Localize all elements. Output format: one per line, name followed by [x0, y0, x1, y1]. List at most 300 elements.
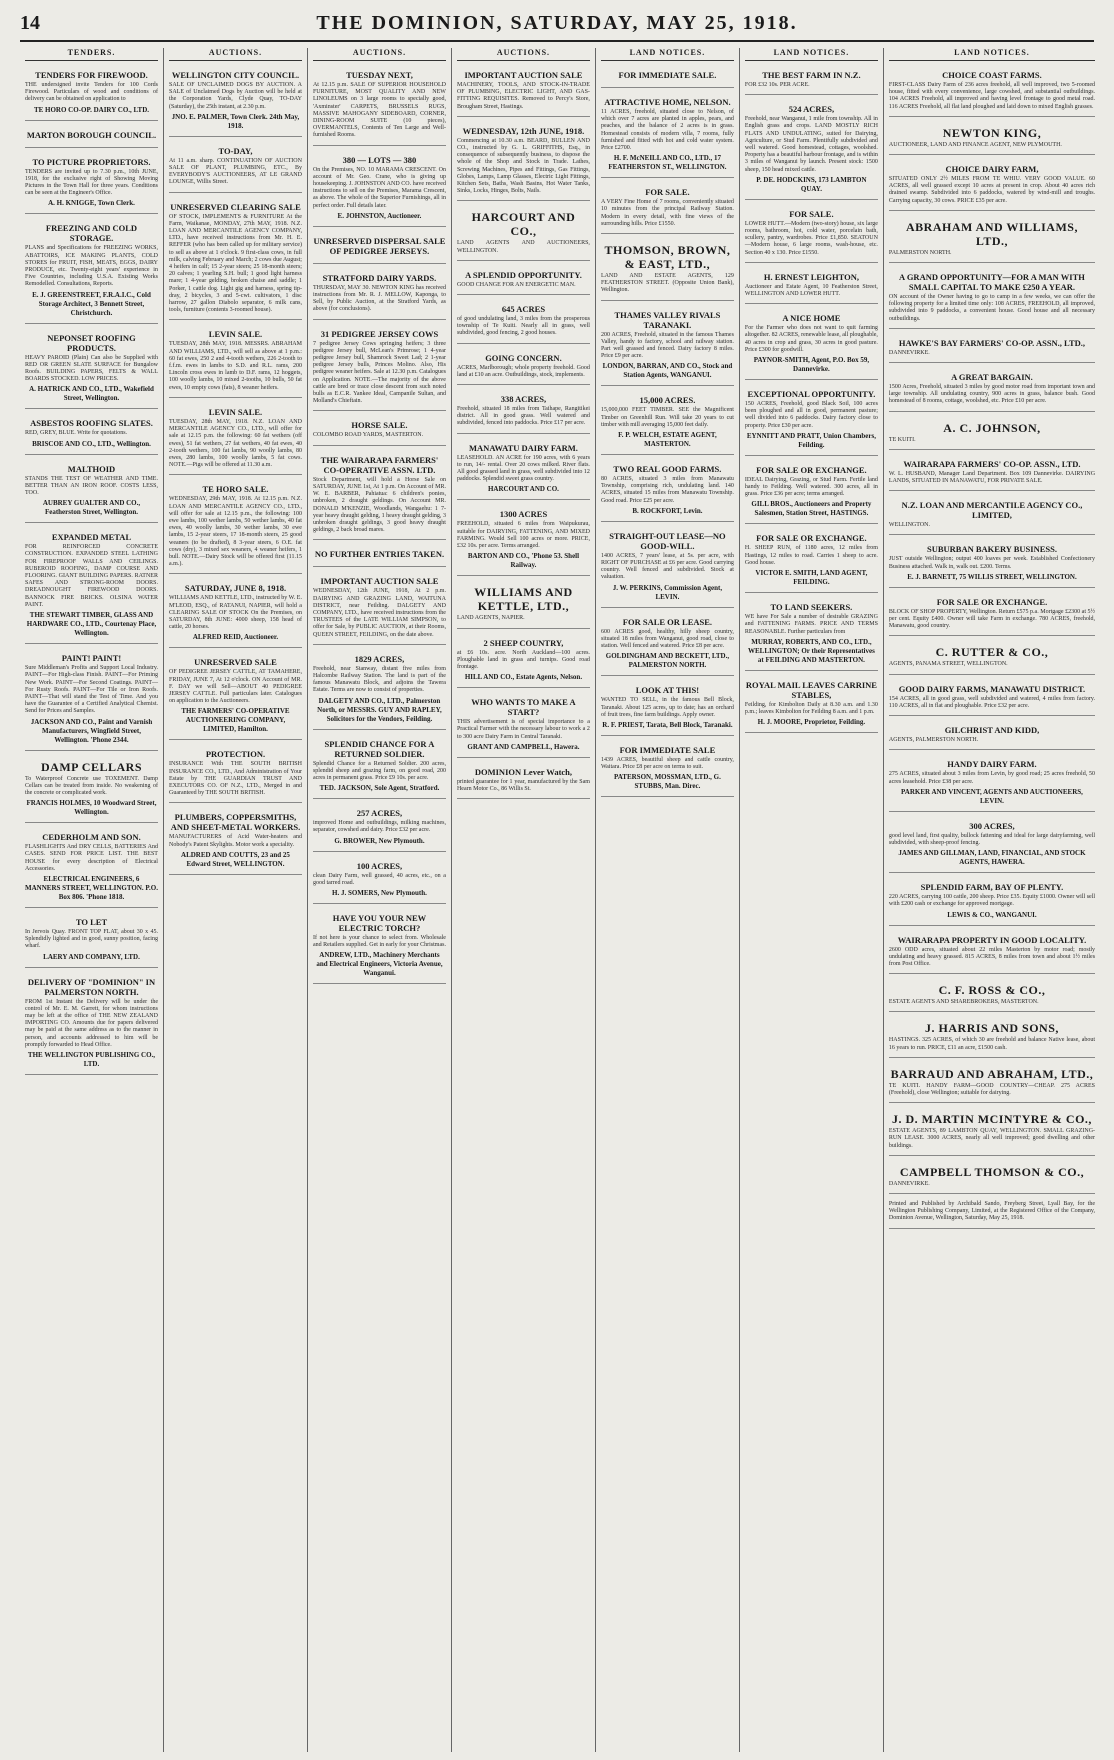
ad-signature: J. W. PERKINS, Commission Agent, LEVIN.	[612, 583, 723, 601]
ad-heading: CHOICE COAST FARMS.	[942, 70, 1042, 80]
ad-body-text: INSURANCE With THE SOUTH BRITISH INSURANCE CO., LTD., And Administration of Your Estate by THE GUARDIAN TRUST AND EXECUTORS CO. OF N.Z., LTD., Merged in and Guaranteed by THE SOUTH BRITISH.	[168, 761, 302, 797]
ad-heading: THAMES VALLEY RIVALS TARANAKI.	[614, 309, 721, 330]
ad-body-text: FOR £32 10s. PER ACRE.	[744, 82, 810, 88]
advertisement	[889, 65, 1095, 117]
ad-body-text: At 12.15 p.m. SALE OF SUPERIOR HOUSEHOLD FURNITURE, MOST QUALITY AND NEW LINOLEUMS on 3 large rooms to specially good, 'Axminster' CARPETS, BRUSSELS RUGS, MASSIVE MAHOGANY SIDEBOARD, CORNER, DINING-ROOM SUITE (10 pieces), OVERMANTELS, Contents of Ten Large and Well-furnished Rooms.	[312, 82, 446, 139]
ad-signature: GRANT AND CAMPBELL, Hawera.	[467, 742, 580, 751]
ad-heading: EXPANDED METAL	[51, 532, 132, 543]
advertisement	[313, 649, 446, 730]
ad-body-text: TE KUITI.	[888, 436, 916, 443]
advertisement	[889, 640, 1095, 674]
ad-body-text: HEAVY PAROID (Plain) Can also be Supplied with RED OR GREEN SLATE SURFACE for Bungalow Roofs. BUILDING PAPERS, FELTS & WALL BOARDS STOCKED. LOW PRICES.	[25, 354, 158, 383]
advertisement	[457, 633, 590, 689]
ad-heading: ASBESTOS ROOFING SLATES.	[30, 418, 153, 429]
ad-signature: LEWIS & CO., WANGANUI.	[947, 910, 1037, 919]
ad-signature: B. ROCKFORT, Levin.	[632, 506, 703, 515]
advertisement	[889, 1198, 1095, 1229]
ad-body-text: FLASHLIGHTS And DRY CELLS, BATTERIES And CASES. SEND FOR PRICE LIST. THE BEST HOUSE for every description of Electrical Accessories.	[25, 844, 158, 872]
ad-body-text: To Waterproof Concrete use TOXEMENT. Damp Cellars can be treated from inside. No weakening of the concrete or complicated work.	[25, 775, 158, 796]
advertisement	[25, 65, 158, 121]
ad-signature: H. J. MOORE, Proprietor, Feilding.	[757, 718, 866, 727]
ad-body-text: improved Home and outbuildings, milking machines, separator, cowshed and dairy. Price £32 per acre.	[312, 820, 446, 834]
ad-body-text: at £6 10s. acre. North Auckland—100 acres. Ploughable land in grass and turnips. Good road frontage.	[456, 649, 590, 670]
advertisement	[457, 438, 590, 501]
advertisement	[457, 265, 590, 295]
ad-body-text: H. SHEEP RUN, of 1180 acres, 12 miles from Hastings, 12 miles to road. Carries 1 sheep to acre. Good house.	[744, 545, 878, 566]
ad-body-text: AGENTS, PANAMA STREET, WELLINGTON.	[888, 661, 1008, 668]
ad-heading: UNRESERVED SALE	[194, 657, 277, 668]
advertisement	[889, 720, 1095, 750]
ad-signature: HILL AND CO., Estate Agents, Nelson.	[464, 673, 583, 682]
ad-heading: TO LET	[75, 916, 108, 927]
ad-signature: THE WELLINGTON PUBLISHING CO., LTD.	[27, 1050, 156, 1068]
advertisement	[313, 734, 446, 800]
ad-heading: SUBURBAN BAKERY BUSINESS.	[926, 544, 1057, 555]
advertisement	[889, 454, 1095, 491]
ad-signature: VICTOR E. SMITH, LAND AGENT, FEILDING.	[755, 569, 868, 587]
advertisement	[457, 299, 590, 344]
advertisement	[745, 267, 878, 304]
advertisement	[169, 197, 302, 321]
ad-heading: FOR SALE.	[645, 187, 690, 198]
ad-body-text: of good undulating land, 3 miles from the prosperous township of Te Kuiti. Nearly all in grass, well subdivided, good fencing, 2 good houses.	[456, 316, 590, 337]
advertisement	[889, 978, 1095, 1012]
ad-signature: R. F. PRIEST, Tarata, Bell Block, Taranaki.	[602, 720, 733, 729]
ad-body-text: LEASEHOLD. AN ACRE for 190 acres, with 6 years to run, 14/- rental. Over 20 cows milked. River flats. All good grassed land in grass, well subdivided into 12 paddocks. Splendid sweet grass country.	[456, 454, 590, 483]
advertisement	[457, 692, 590, 758]
advertisement	[169, 65, 302, 137]
advertisement	[889, 1160, 1095, 1194]
ad-heading: FOR SALE.	[789, 208, 834, 219]
ad-body-text: GOOD CHANGE FOR AN ENERGETIC MAN.	[456, 281, 576, 288]
advertisement	[889, 416, 1095, 450]
advertisement	[313, 231, 446, 264]
advertisement	[25, 527, 158, 644]
ad-heading: TUESDAY NEXT,	[346, 70, 413, 80]
ad-signature: AUBREY GUALTER AND CO., Featherston Street, Wellington.	[42, 499, 141, 517]
ad-signature: A. HATRICK AND CO., LTD., Wakefield Street, Wellington.	[29, 385, 154, 403]
advertisement	[745, 528, 878, 593]
ad-heading: J. HARRIS AND SONS,	[925, 1021, 1059, 1036]
ad-signature: F. P. WELCH, ESTATE AGENT, MASTERTON.	[618, 431, 717, 449]
ad-heading: GOOD DAIRY FARMS, MANAWATU DISTRICT.	[898, 683, 1086, 694]
ad-heading: SATURDAY, JUNE 8, 1918.	[184, 583, 287, 594]
advertisement	[889, 816, 1095, 873]
ad-signature: LAERY AND COMPANY, LTD.	[43, 952, 140, 961]
ad-signature: G. BROWER, New Plymouth.	[334, 836, 425, 845]
ad-heading: 300 ACRES,	[969, 820, 1015, 831]
advertisement	[889, 367, 1095, 412]
ad-body-text: FREEHOLD, situated 6 miles from Waipukurau, suitable for DAIRYING, FATTENING, AND MIXED FARMING. Would Sell 100 acres or more. PRICE, £32 10s. per acre. Terms arranged.	[456, 521, 590, 550]
advertisement	[457, 121, 590, 202]
advertisement	[25, 328, 158, 410]
advertisement	[601, 459, 734, 522]
ad-signature: JAMES AND GILLMAN, LAND, FINANCIAL, AND STOCK AGENTS, HAWERA.	[898, 849, 1086, 867]
ad-signature: E. JOHNSTON, Auctioneer.	[337, 211, 422, 220]
ad-body-text: MANUFACTURERS of Acid Water-heaters and Nobody's Patent Skylights. Motor work a speciality.	[168, 834, 302, 848]
ad-heading: THE WAIRARAPA FARMERS' CO-OPERATIVE ASSN. LTD.	[320, 454, 439, 475]
masthead	[20, 6, 1094, 42]
ad-body-text: DANNEVIRKE.	[888, 349, 930, 356]
ad-heading: WAIRARAPA FARMERS' CO-OP. ASSN., LTD.	[903, 458, 1081, 469]
ad-body-text: 2600 ODD acres, situated about 22 miles Masterton by motor road; mostly undulating and heavy grassed. 815 ACRES, 8 miles from town and about 1½ miles from Post Office.	[888, 946, 1096, 967]
advertisement	[313, 856, 446, 904]
advertisement	[313, 268, 446, 320]
column-1	[20, 48, 164, 1752]
ad-body-text: 1439 ACRES, beautiful sheep and cattle country, Waitara. Price £8 per acre on terms to suit.	[600, 756, 734, 771]
ad-signature: EYNNITT AND PRATT, Union Chambers, Feilding.	[746, 431, 876, 449]
ad-heading: 31 PEDIGREE JERSEY COWS	[320, 328, 439, 339]
ad-body-text: 7 pedigree Jersey Cows springing heifers; 3 three pedigree Jersey bull, McLean's Primrose; 1 4-year pedigree Jersey bull, Shamrock Sweet Lad; 2 1-year pedigree Jersey bulls, Princes Molino. Also, His pedigree weaner heifers. Sale at 12.30 p.m. Catalogues on Application. NOTE.—The majority of the above cattle are bred or trace close descent from such noted bulls as E.C.R. Yankee Ideal, Campanile Sultan, and Molland's Chieftain.	[312, 340, 446, 405]
advertisement	[601, 680, 734, 736]
ad-heading: HANDY DAIRY FARM.	[947, 759, 1037, 770]
ad-body-text: ESTATE AGENTS AND SHAREBROKERS, MASTERTON.	[888, 999, 1039, 1006]
ad-body-text: Auctioneer and Estate Agent, 10 Featherston Street, WELLINGTON AND LOWER HUTT.	[744, 283, 878, 298]
advertisement	[169, 402, 302, 475]
ad-body-text: 1400 ACRES, 7 years' lease, at 5s. per acre, with RIGHT OF PURCHASE at £6 per acre. Good carrying country. Well fenced and subdivided. Stock at valuation.	[600, 552, 734, 581]
column-heading: LAND NOTICES.	[889, 48, 1095, 61]
ad-body-text: SALE OF UNCLAIMED DOGS BY AUCTION. A SALE of Unclaimed Dogs by Auction will be held at the Corporation Yards, Clyde Quay, TO-DAY (Saturday), the 25th instant, at 2.30 p.m.	[168, 82, 302, 110]
advertisement	[745, 99, 878, 200]
advertisement	[457, 348, 590, 385]
advertisement	[745, 675, 878, 733]
ad-body-text: 15,000,000 FEET TIMBER. SEE the Magnificent Timber on Greenhill Run. Will take 20 years to cut timber with mill averaging 15,000 feet daily.	[600, 407, 734, 428]
ad-body-text: MACHINERY, TOOLS, AND STOCK-IN-TRADE OF PLUMBING, ELECTRIC LIGHT, AND GAS-FITTING REQUISITES. Removed to Percy's Store, Brougham Street, Hastings.	[456, 82, 590, 110]
advertisement	[601, 65, 734, 88]
ad-heading: SPLENDID FARM, BAY OF PLENTY.	[920, 882, 1064, 893]
ad-body-text: clean Dairy Farm, well grassed, 40 acres, etc., on a good tarred road.	[312, 872, 446, 886]
ad-body-text: At 11 a.m. sharp. CONTINUATION OF AUCTION SALE OF PLANT, PLUMBING, ETC., By EVERYBODY'S AUCTIONEERS, AT LE GRAND LOUNGE, Willis Street.	[168, 157, 302, 186]
advertisement	[25, 459, 158, 524]
ad-heading: LOOK AT THIS!	[635, 685, 700, 696]
ad-heading: FOR IMMEDIATE SALE	[619, 744, 716, 755]
advertisement	[889, 877, 1095, 925]
ad-signature: JNO. E. PALMER, Town Clerk. 24th May, 1918.	[171, 112, 300, 130]
ad-body-text: LAND AND ESTATE AGENTS, 129 FEATHERSTON STREET. (Opposite Union Bank), Wellington.	[600, 273, 734, 294]
ad-signature: A. H. KNIGGE, Town Clerk.	[48, 199, 135, 208]
ad-body-text: WILLIAMS AND KETTLE, LTD., instructed by W. E. M'LEOD, ESQ., of RATANUI, NAPIER, will hold a CLEARING SALE OF STOCK On the Premises, on SATURDAY, 8th JUNE: 4000 sheep, 158 head of cattle, 20 horses.	[168, 595, 302, 631]
ad-body-text: For the Farmer who does not want to quit farming altogether. 82 ACRES, renewable lease, all ploughable, 40 acres in crop and grass, 30 acres in good pasture. Price £300 for goodwill.	[744, 325, 878, 353]
advertisement	[601, 390, 734, 455]
ad-heading: NEPONSET ROOFING PRODUCTS.	[47, 332, 136, 353]
advertisement	[169, 479, 302, 574]
advertisement	[457, 504, 590, 576]
ad-heading: A GREAT BARGAIN.	[951, 372, 1033, 383]
ad-heading: ABRAHAM AND WILLIAMS, LTD.,	[905, 219, 1078, 248]
ad-signature: PATERSON, MOSSMAN, LTD., G. STUBBS, Man. Direc.	[614, 773, 721, 791]
ad-heading: HARCOURT AND CO.,	[471, 210, 576, 239]
column-6	[740, 48, 884, 1752]
ad-heading: HORSE SALE.	[351, 420, 408, 431]
advertisement	[313, 571, 446, 644]
advertisement	[745, 308, 878, 380]
advertisement	[313, 544, 446, 567]
ad-body-text: 1500 Acres, Freehold, situated 3 miles by good motor road from important town and large township. All undulating country, 900 acres in grass, balance bush. Good homestead of 8 rooms, cottage, woolshed, etc. Price £10 per acre.	[888, 384, 1096, 405]
ad-heading: WEDNESDAY, 12th JUNE, 1918.	[462, 125, 585, 136]
ad-body-text: STANDS THE TEST OF WEATHER AND TIME. BETTER THAN AN IRON ROOF. COSTS LESS, TOO.	[25, 475, 158, 497]
column-4	[452, 48, 596, 1752]
ad-body-text: THURSDAY, MAY 30. NEWTON KING has received instructions from Mr. R. J. MELLOW, Kaponga, to Sell, by Public Auction, at the Stratford Yards, as above (for conclusions).	[312, 284, 446, 313]
ad-signature: P. DE. HODCKINS, 173 LAMBTON QUAY.	[756, 175, 867, 193]
ad-body-text: Printed and Published by Archibald Sando, Freyberg Street, Lyall Bay, for the Wellington Publishing Company, Limited, at the Registered Office of the Company, Dominion Avenue, Wellington, Saturday, May 25, 1918.	[888, 1200, 1096, 1222]
ad-heading: BARRAUD AND ABRAHAM, LTD.,	[890, 1066, 1094, 1081]
ad-heading: TE HORO SALE.	[202, 484, 269, 495]
ad-heading: GILCHRIST AND KIDD,	[944, 725, 1040, 736]
ad-body-text: 275 ACRES, situated about 3 miles from Levin, by good road; 25 acres freehold, 50 acres leasehold. Price £38 per acre.	[888, 771, 1096, 785]
column-heading: AUCTIONS.	[169, 48, 302, 61]
ad-body-text: ACRES, Marlborough; whole property freehold. Good land at £10 an acre. Outbuildings, stock, implements.	[456, 364, 590, 378]
ad-signature: BRISCOE AND CO., LTD., Wellington.	[32, 439, 151, 448]
ad-body-text: OF STOCK, IMPLEMENTS & FURNITURE At the Farm, Waikanae, MONDAY, 27th MAY, 1918. N.Z. LOAN AND MERCANTILE AGENCY COMPANY, LTD., have received instructions from Mr. H. E. REFFER (who has been called up for military service) to sell as above at 1 o'clock. 9 first-class cows, in full milk, calving February and March; 2 cows due August; 4 heifers in calf; 15 2-year steers; 25 18-month steers; 20 calves; 1 yearling S.H. bull; 1 good light harness mare; 1 4-year gelding, broken chaise and saddle; 1 Porker, 1 cattle dog. Light gig and harness, spring tip-dray, 2 bicycles, 3 and 5-cwt. cultivators, 1 disc harrow, 27 gallon Diabolo separator, 6 milk cans, tools, furniture (contents 3-roomed house).	[168, 213, 302, 314]
ad-body-text: 200 ACRES, Freehold, situated in the famous Thames Valley, handy to factory, school and railway station. Part well grassed and fenced. Dairy factory 8 miles. Price £9 per acre.	[600, 331, 734, 360]
advertisement	[889, 121, 1095, 155]
ad-body-text: A VERY Fine Home of 7 rooms, conveniently situated 10 minutes from the principal Railway Station. Modern in every detail, with fine views of the surrounding hills. Price £1550.	[600, 199, 734, 227]
ad-body-text: FIRST-CLASS Dairy Farm of 236 acres freehold, all well improved, two 5-roomed house, fitted with every convenience, large cowshed, and substantial outbuildings. 104 ACRES Freehold, all improved and having level frontage to good metal road. 116 ACRES Freehold, all flat land ploughed and laid down to mixed English grasses.	[888, 82, 1096, 110]
ad-body-text: Freehold, near Stanway, distant five miles from Halcombe Railway Station. The land is part of the famous Manawatu Block, and adjoins the Tawera Estate. Terms are now to consist of properties.	[312, 665, 446, 694]
advertisement	[889, 1062, 1095, 1103]
advertisement	[889, 495, 1095, 535]
advertisement	[25, 125, 158, 148]
ad-body-text: printed guarantee for 1 year, manufactured by the Sam Hearn Motor Co., 86 Willis St.	[456, 778, 590, 792]
ad-signature: TED. JACKSON, Sole Agent, Stratford.	[319, 784, 440, 793]
ad-body-text: good level land, first quality, bullock fattening and ideal for large dairyfarming, well subdivided, with sheep-proof fencing.	[888, 832, 1096, 846]
advertisement	[457, 580, 590, 628]
advertisement	[601, 92, 734, 178]
newspaper-title: THE DOMINION, SATURDAY, MAY 25, 1918.	[316, 11, 798, 34]
ad-body-text: 600 ACRES good, healthy, hilly sheep country, situated 18 miles from Wanganui, good road, close to station. Well fenced and watered. Price £8 per acre.	[600, 628, 734, 650]
ad-heading: 338 ACRES,	[500, 394, 547, 405]
ad-body-text: THE undersigned invite Tenders for 100 Cords Firewood. Particulars of wood and conditions of delivery can be obtained on application to	[25, 82, 158, 103]
ad-signature: H. F. McNEILL AND CO., LTD., 17 FEATHERSTON ST., WELLINGTON.	[608, 154, 727, 172]
ad-body-text: Sure Middleman's Profits and Support Local Industry. PAINT—For High-class Finish. PAINT—For Priming New Work. PAINT—For Second Coatings. PAINT—For Rusty Roofs. PAINT—For Tile or Iron Roofs. PAINT—That will stand the Test of Time. And you have the Guarantee of a Certified Analytical Chemist. Send for Prices and Samples.	[25, 665, 158, 715]
advertisement	[313, 415, 446, 445]
ad-body-text: HASTINGS. 325 ACRES, of which 30 are freehold and balance Native lease, about 16 years to run. PRICE, £11 an acre, £1500 cash.	[888, 1037, 1096, 1051]
ad-heading: WILLIAMS AND KETTLE, LTD.,	[474, 585, 573, 614]
advertisement	[25, 218, 158, 323]
advertisement	[745, 597, 878, 671]
advertisement	[25, 912, 158, 968]
ad-body-text: WEDNESDAY, 12th JUNE, 1918, At 2 p.m. DAIRYING AND GRAZING LAND, WAITUNA DISTRICT, near Feilding. DALGETY AND COMPANY, LTD., have received instructions from the TRUSTEES of the LATE WILLIAM SIMPSON, to offer for Sale, by PUBLIC AUCTION, at their Rooms, QUEEN STREET, FEILDING, on the date above.	[312, 588, 446, 638]
advertisement	[601, 526, 734, 608]
ad-heading: WAIRARAPA PROPERTY IN GOOD LOCALITY.	[897, 934, 1087, 945]
ad-signature: ALFRED REID, Auctioneer.	[192, 633, 279, 642]
advertisement	[313, 65, 446, 146]
ad-heading: FOR SALE OR EXCHANGE.	[936, 596, 1048, 607]
advertisement	[457, 762, 590, 799]
advertisement	[25, 972, 158, 1075]
ad-heading: HAVE YOU YOUR NEW ELECTRIC TORCH?	[332, 912, 427, 933]
ad-heading: 100 ACRES,	[356, 860, 403, 871]
advertisement	[889, 754, 1095, 811]
advertisement	[313, 803, 446, 851]
advertisement	[889, 159, 1095, 211]
ad-heading: A SPLENDID OPPORTUNITY.	[465, 269, 582, 280]
ad-body-text: ESTATE AGENTS, 89 LAMBTON QUAY, WELLINGTON. SMALL GRAZING-RUN LEASE. 3000 ACRES, nearly all well improved; good dwelling and other buildings.	[888, 1128, 1096, 1149]
advertisement	[889, 930, 1095, 975]
ad-signature: ALDRED AND COUTTS, 23 and 25 Edward Street, WELLINGTON.	[181, 850, 290, 868]
ad-body-text: W. L. HUSBAND, Manager Land Department. Box 109 Dannevirke. DAIRYING LANDS, SITUATED IN MANAWATU, FOR PRIVATE SALE.	[888, 470, 1096, 485]
ad-heading: UNRESERVED CLEARING SALE	[170, 201, 301, 212]
ad-body-text: Freehold, near Wanganui, 1 mile from township. All in English grass and crops. LAND MOSTLY RICH FLATS AND UNDULATING, suited for Dairying, Agriculture, or Stud Farm. Plentifully subdivided and well watered. Good homestead, cottages, woolshed. Property has a beautiful harbour frontage, and is within 3 miles of Wanganui by launch. Present stock: 1500 sheep, 150 head mixed cattle.	[744, 116, 878, 173]
advertisement	[169, 652, 302, 740]
ad-body-text: In Jervois Quay. FRONT TOP FLAT, about 30 x 45. Splendidly lighted and in good, sunny position, facing wharf.	[25, 928, 158, 950]
ad-heading: MALTHOID	[67, 463, 116, 474]
ad-body-text: DANNEVIRKE.	[888, 1180, 930, 1187]
ad-heading: 2 SHEEP COUNTRY,	[483, 637, 564, 648]
ad-signature: E. J. BARNETT, 75 WILLIS STREET, WELLINGTON.	[907, 572, 1077, 581]
column-heading: AUCTIONS.	[313, 48, 446, 61]
advertisement	[889, 215, 1095, 263]
advertisement	[313, 908, 446, 984]
advertisement	[601, 612, 734, 677]
ad-heading: FOR SALE OR EXCHANGE.	[756, 464, 867, 475]
advertisement	[25, 827, 158, 908]
advertisement	[457, 65, 590, 117]
ad-heading: J. D. MARTIN MCINTYRE & CO.,	[892, 1112, 1092, 1127]
advertisement	[745, 204, 878, 263]
ad-heading: WELLINGTON CITY COUNCIL.	[171, 70, 300, 80]
ad-signature: LONDON, BARRAN, AND CO., Stock and Station Agents, WANGANUI.	[602, 362, 733, 380]
ad-body-text: PLANS and Specifications for FREEZING WORKS, ABATTOIRS, ICE MAKING PLANTS, COLD STORES for FRUIT, FISH, MEATS, EGGS, DAIRY PRODUCE, etc. Twenty-eight years' experience in Five Countries, including U.S.A. Existing Works Remodelled. Consultations, Reports.	[25, 245, 158, 288]
column-heading: LAND NOTICES.	[745, 48, 878, 61]
ad-signature: DALGETY AND CO., LTD., Palmerston North, or MESSRS. GUY AND RAPLEY, Solicitors for the Vendors, Feilding.	[317, 696, 442, 723]
ad-heading: TENDERS FOR FIREWOOD.	[35, 70, 148, 80]
ad-heading: A. C. JOHNSON,	[943, 420, 1041, 435]
ad-body-text: Feilding, for Kimbolton Daily at 8.30 a.m. and 1.30 p.m.; leaves Kimbolton for Feilding 8 a.m. and 1 p.m.	[744, 701, 878, 715]
ad-heading: FOR SALE OR EXCHANGE.	[756, 533, 867, 544]
advertisement	[169, 578, 302, 648]
advertisement	[889, 267, 1095, 329]
advertisement	[313, 450, 446, 541]
advertisement	[169, 324, 302, 397]
ad-heading: THOMSON, BROWN, & EAST, LTD.,	[604, 243, 731, 272]
ad-body-text: TENDERS are invited up to 7.30 p.m., 10th JUNE, 1918, for the exclusive right of Showing Moving Pictures in the Town Hall for three years. Conditions can be seen at the Engineer's Office.	[25, 168, 158, 197]
advertisement	[889, 1016, 1095, 1057]
ad-heading: STRAIGHT-OUT LEASE—NO GOOD-WILL.	[609, 530, 726, 551]
ad-signature: E. J. GREENSTREET, F.R.A.I.C., Cold Storage Architect, 3 Bennett Street, Christchurch.	[32, 290, 151, 317]
ad-signature: GOLDINGHAM AND BECKETT, LTD., PALMERSTON NORTH.	[605, 652, 730, 670]
column-heading: LAND NOTICES.	[601, 48, 734, 61]
ad-body-text: LAND AGENTS AND AUCTIONEERS, WELLINGTON.	[456, 240, 590, 254]
ad-heading: DAMP CELLARS	[40, 759, 142, 774]
ad-body-text: LOWER HUTT.—Modern (two-story) house, six large rooms, bathroom, hot, cold water, porcelain bath, scullery, pantry, wardrobes. Price £1,850. SEATOUN—Modern house, 6 large rooms, wash-house, etc. Section 40 x 130. Price £1550.	[744, 220, 878, 256]
ad-heading: FOR IMMEDIATE SALE.	[618, 70, 717, 80]
ad-heading: IMPORTANT AUCTION SALE	[320, 576, 439, 587]
advertisement	[313, 324, 446, 412]
ad-body-text: PALMERSTON NORTH.	[888, 249, 952, 256]
ad-heading: ROYAL MAIL LEAVES CARRINE STABLES,	[745, 679, 877, 700]
advertisement	[601, 238, 734, 301]
ad-body-text: WELLINGTON.	[888, 522, 930, 529]
ad-heading: NO FURTHER ENTRIES TAKEN.	[314, 549, 445, 560]
column-container	[20, 48, 1100, 1752]
advertisement	[25, 648, 158, 750]
ad-signature: FRANCIS HOLMES, 10 Woodward Street, Wellington.	[26, 799, 157, 817]
ad-body-text: 220 ACRES, carrying 100 cattle, 200 sheep. Price £35. Equity £1000. Owner will sell with £200 cash or exchange for approved mortgage.	[888, 894, 1096, 908]
ad-heading: C. RUTTER & CO.,	[935, 645, 1049, 660]
ad-heading: PROTECTION.	[205, 749, 266, 760]
advertisement	[889, 1107, 1095, 1156]
advertisement	[313, 150, 446, 227]
ad-heading: FREEZING AND COLD STORAGE.	[45, 223, 138, 244]
column-5	[596, 48, 740, 1752]
ad-body-text: BLOCK OF SHOP PROPERTY, Wellington. Return £575 p.a. Mortgage £2300 at 5½ per cent. Equity £400. Owner will take Farm in exchange. 780 ACRES, freehold, Manawatu, good country.	[888, 608, 1096, 630]
ad-signature: THE FARMERS' CO-OPERATIVE AUCTIONEERING COMPANY, LIMITED, Hamilton.	[181, 707, 290, 734]
ad-body-text: WEDNESDAY, 29th MAY, 1918. At 12.15 p.m. N.Z. LOAN AND MERCANTILE AGENCY CO., LTD., will offer for sale at 12.15 p.m., the following: 100 ewe lambs, 100 wether lambs, 50 wether lambs, 40 fat ewes, 40 woolly lambs, 30 wether lambs, 30 ewe lambs, 15 2-year steers, 17 18-month steers, 25 good weaners (to be drafted), 8 3-year steers, 6 O.E. fat cows (dry), 3 mixed sex weaners, 4 weaner heifers, 1 bull. NOTE.—Dairy Stock will be offered first (11.15 a.m.).	[168, 496, 302, 568]
advertisement	[25, 413, 158, 454]
ad-heading: TWO REAL GOOD FARMS.	[613, 464, 722, 475]
ad-body-text: LAND AGENTS, NAPIER.	[456, 615, 525, 622]
ad-body-text: 150 ACRES, Freehold, good Black Soil, 100 acres been ploughed and all in good, permanent pasture; well divided into 6 paddocks. Dairy factory close to property. Price £30 per acre.	[744, 401, 878, 429]
ad-body-text: TUESDAY, 28th MAY, 1918. MESSRS. ABRAHAM AND WILLIAMS, LTD., will sell as above at 1 p.m.: 60 fat ewes, 250 2 and 4-tooth wethers, 226 2-tooth to f.f.m. ewes in lambs to S.D. and R.L. rams, 200 Lincoln cross ewes in lamb to D.F. rams, 12 hoggets, 100 woolly lambs, 10 mixed 2-tooths, 10 bulls, 50 fat ewes, 10 empty cows (fats), 8 weaner heifers.	[168, 341, 302, 391]
ad-heading: 380 — LOTS — 380	[342, 154, 417, 165]
ad-signature: MURRAY, ROBERTS, AND CO., LTD., WELLINGTON; Or their Representatives at FEILDING AND MASTERTON.	[747, 637, 875, 664]
ad-heading: N.Z. LOAN AND MERCANTILE AGENCY CO., LIMITED,	[901, 500, 1083, 521]
page-number: 14	[20, 11, 40, 34]
ad-heading: 15,000 ACRES.	[639, 395, 696, 406]
advertisement	[745, 384, 878, 456]
ad-heading: 257 ACRES,	[356, 808, 403, 819]
ad-body-text: ON account of the Owner having to go to camp in a few weeks, we can offer the following property for a limited time only: 108 ACRES, FREEHOLD, all improved, subdivided into 9 paddocks, a convenient house. Good house and all necessary outbuildings.	[888, 294, 1096, 322]
ad-body-text: THIS advertisement is of special importance to a Practical Farmer with the necessary labour to work a 2 to 300 acre Dairy Farm in Central Taranaki.	[456, 719, 590, 740]
ad-signature: HARCOURT AND CO.	[487, 485, 559, 494]
ad-heading: SPLENDID CHANCE FOR A RETURNED SOLDIER.	[324, 738, 435, 759]
ad-heading: C. F. ROSS & CO.,	[938, 983, 1046, 998]
ad-body-text: AGENTS, PALMERSTON NORTH.	[888, 737, 979, 744]
ad-signature: JACKSON AND CO., Paint and Varnish Manufacturers, Wingfield Street, Wellington. 'Phone 2344.	[30, 717, 153, 744]
ad-body-text: AUCTIONEER, LAND AND FINANCE AGENT, NEW PLYMOUTH.	[888, 141, 1062, 148]
ad-body-text: Splendid Chance for a Returned Soldier. 200 acres, splendid sheep and grazing farm, on good road, 200 acres in permanent grass. Price £9 10s. per acre.	[312, 760, 446, 781]
ad-heading: DOMINION Lever Watch,	[474, 766, 573, 777]
advertisement	[457, 389, 590, 434]
ad-signature: GILL BROS., Auctioneers and Property Salesmen, Station Street, HASTINGS.	[751, 500, 872, 518]
advertisement	[889, 539, 1095, 587]
advertisement	[889, 592, 1095, 637]
ad-body-text: TUESDAY, 28th MAY, 1918. N.Z. LOAN AND MERCANTILE AGENCY CO., LTD., will offer for sale at 12.15 p.m. the following: 60 fat wethers (off ewes), 51 fat wethers, 27 fat wethers, 40 fat ewes, 40 2-tooth wethers, 100 fat lambs, 90 woolly lambs, 80 ewes, 280 lambs, 100 woolly lambs, 5 fat cows. NOTE.—Pigs will be offered at 11.30 a.m.	[168, 418, 302, 469]
ad-body-text: 11 ACRES, freehold, situated close to Nelson, of which over 7 acres are planted in apples, pears, and peaches, and the balance of 2 acres is in grass. Homestead consists of modern villa, 7 rooms, fully furnished and fitted with hot and cold water system. Price £2700.	[600, 109, 734, 152]
ad-body-text: RED, GREY, BLUE. Write for quotations.	[25, 430, 128, 437]
column-7	[884, 48, 1100, 1752]
ad-heading: 645 ACRES	[501, 304, 546, 315]
advertisement	[25, 152, 158, 215]
ad-signature: BARTON AND CO., 'Phone 53. Shell Railway.	[467, 552, 580, 570]
column-heading: AUCTIONS.	[457, 48, 590, 61]
ad-body-text: If not here is your chance to select from. Wholesale and Retailers supplied. Get in early for your Christmas.	[312, 934, 446, 949]
ad-body-text: FOR REINFORCED CONCRETE CONSTRUCTION. EXPANDED STEEL LATHING FOR FIREPROOF WALLS AND CEILINGS. RUBEROID ROOFING, DAMP COURSE AND FLOORING. GIANT BUILDING PAPERS. RATNER SAFES AND STRONG-ROOM DOORS. DREADNOUGHT FIREWOOD DOORS. BANNOCK FIRE BRICKS. OLSINA WATER PAINT.	[25, 544, 158, 608]
ad-heading: PAINT! PAINT!	[61, 653, 122, 664]
ad-body-text: SITUATED ONLY 2½ MILES FROM TE WHIU. VERY GOOD VALUE. 60 ACRES, all well grassed except 10 acres at present in crop. About 40 acres rich drained swamp. Subdivided into 6 paddocks, watered by wind-mill and troughs. Carrying capacity, 30 cows. PRICE £35 per acre.	[888, 176, 1096, 204]
ad-signature: PARKER AND VINCENT, AGENTS AND AUCTIONEERS, LEVIN.	[901, 787, 1083, 805]
ad-heading: UNRESERVED DISPERSAL SALE OF PEDIGREE JERSEYS.	[313, 235, 446, 256]
ad-body-text: TE KUITI. HANDY FARM—GOOD COUNTRY—CHEAP. 275 ACRES (Freehold), close Wellington; suitable for dairying.	[888, 1082, 1096, 1096]
column-2	[164, 48, 308, 1752]
column-3	[308, 48, 452, 1752]
ad-heading: NEWTON KING,	[942, 125, 1042, 140]
ad-body-text: COLOMBO ROAD YARDS, MASTERTON.	[312, 432, 424, 439]
advertisement	[457, 205, 590, 260]
ad-heading: ATTRACTIVE HOME, NELSON.	[604, 97, 731, 107]
ad-heading: WHO WANTS TO MAKE A START?	[471, 697, 576, 718]
ad-body-text: JUST outside Wellington; output 400 loaves per week. Established Confectionery Business attached. Walk in, walk out. £200. Terms.	[888, 556, 1096, 570]
ad-heading: 1300 ACRES	[499, 509, 548, 520]
ad-heading: THE BEST FARM IN N.Z.	[762, 70, 861, 80]
ad-heading: MANAWATU DAIRY FARM.	[469, 442, 578, 453]
ad-signature: THE STEWART TIMBER, GLASS AND HARDWARE CO., LTD., Courtenay Place, Wellington.	[26, 611, 157, 638]
ad-heading: IMPORTANT AUCTION SALE	[464, 70, 583, 80]
ad-body-text: Freehold, situated 18 miles from Taihape, Rangitikei district. All in good grass. Well watered and subdivided, fenced into paddocks. Price £17 per acre.	[456, 406, 590, 427]
ad-body-text: FROM 1st Instant the Delivery will be under the control of Mr. E. M. Garrett, for whom instructions may be left at the office of THE NEW ZEALAND IMPORTING CO. Amounts due for papers delivered may be paid at the same address as to the manner in person, and accounts addressed to him will be promptly forwarded to Head Office.	[25, 998, 158, 1048]
ad-heading: DELIVERY OF "DOMINION" IN PALMERSTON NORTH.	[27, 976, 156, 997]
